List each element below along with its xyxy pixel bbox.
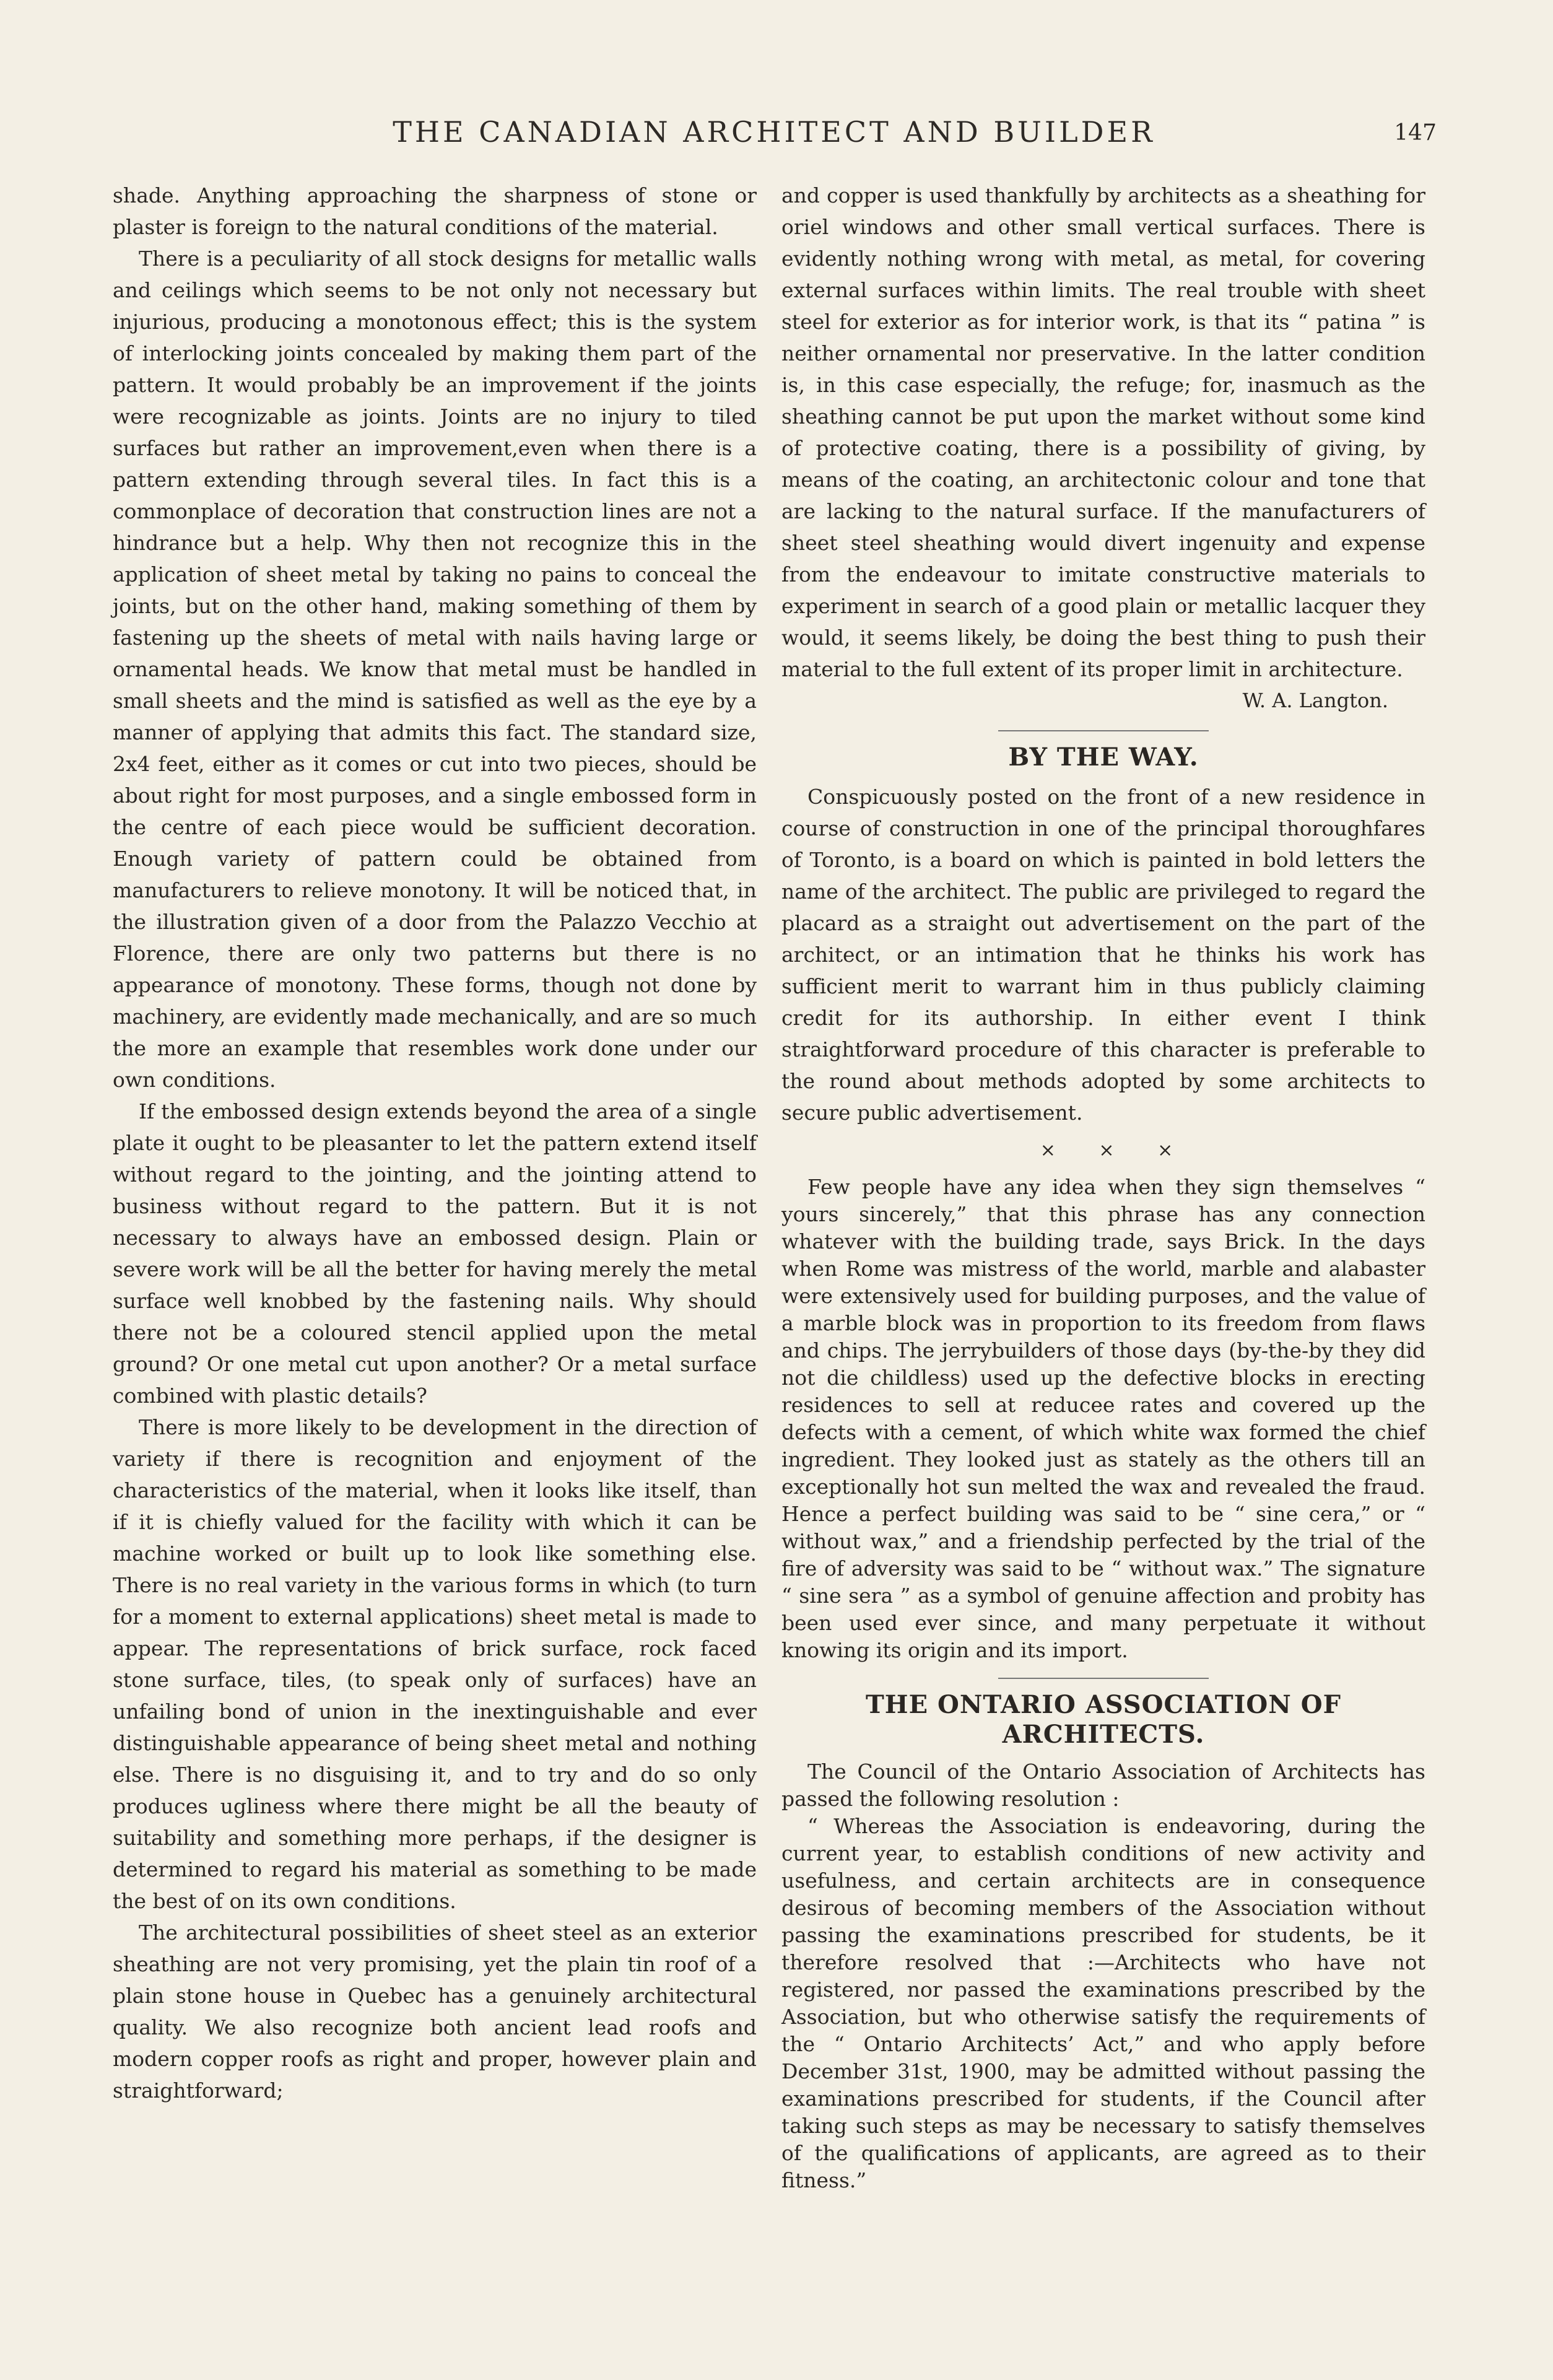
section-divider	[998, 730, 1209, 731]
article-continuation: and copper is used thankfully by architects as a sheathing for oriel windows and other small vertical surfaces. There is evidently nothing wrong with metal, as metal, for covering external surfaces within limits. The real trouble with sheet steel for exterior as for interior work, is that its “ patina ” is neither ornamental nor preservative. In the latter condition is, in this case especially, the refuge; for, inasmuch as the sheathing cannot be put upon the market without some kind of protective coating, there is a possibility of giving, by means of the coating, an architectonic colour and tone that are lacking to the natural surface. If the manufacturers of sheet steel sheathing would divert ingenuity and expense from the endeavour to imitate constructive materials to experiment in search of a good plain or metallic lacquer they would, it seems likely, be doing the best thing to push their material to the full extent of its proper limit in architecture.	[781, 183, 1425, 681]
page-number: 147	[1394, 120, 1437, 146]
author-signature: W. A. Langton.	[1242, 689, 1388, 712]
section-divider	[998, 1678, 1209, 1679]
running-title: THE CANADIAN ARCHITECT AND BUILDER	[393, 115, 1155, 149]
article-paragraph: There is a peculiarity of all stock designs for metallic walls and ceilings which seems to be not only not necessary but injurious, producing a monotonous effect; this is the system of interlocking joints concealed by making them part of the pattern. It would probably be an improvement if the joints were recognizable as joints. Joints are no injury to tiled surfaces but rather an improvement,even when there is a pattern extending through several tiles. In fact this is a commonplace of decoration that construction lines are not a hindrance but a help. Why then not recognize this in the application of sheet metal by taking no pains to conceal the joints, but on the other hand, making something of them by fastening up the sheets of metal with nails having large or ornamental heads. We know that metal must be handled in small sheets and the mind is satisfied as well as the eye by a manner of applying that admits this fact. The standard size, 2x4 feet, either as it comes or cut into two pieces, should be about right for most purposes, and a single embossed form in the centre of each piece would be sufficient decoration. Enough variety of pattern could be obtained from manufacturers to relieve monotony. It will be noticed that, in the illustration given of a door from the Palazzo Vecchio at Florence, there are only two patterns but there is no appearance of monotony. These forms, though not done by machinery, are evidently made mechanically, and are so much the more an example that resembles work done under our own conditions.	[113, 246, 757, 1092]
by-the-way-heading: BY THE WAY.	[1008, 743, 1199, 772]
right-column	[781, 180, 1425, 2194]
article-paragraph: If the embossed design extends beyond the area of a single plate it ought to be pleasanter to let the pattern extend itself without regard to the jointing, and the jointing attend to business without regard to the pattern. But it is not necessary to always have an embossed design. Plain or severe work will be all the better for having merely the metal surface well knobbed by the fastening nails. Why should there not be a coloured stencil applied upon the metal ground? Or one metal cut upon another? Or a metal surface combined with plastic details?	[113, 1099, 757, 1408]
oaa-heading: THE ONTARIO ASSOCIATION OF ARCHITECTS.	[866, 1690, 1341, 1749]
oaa-resolution: “ Whereas the Association is endeavoring, during the current year, to establish conditions of new activity and usefulness, and certain architects are in consequence desirous of becoming members of the Association without passing the examinations prescribed for students, be it therefore resolved that :—Architects who have not registered, nor passed the examinations prescribed by the Association, but who otherwise satisfy the requirements of the “ Ontario Architects’ Act,” and who apply before December 31st, 1900, may be admitted without passing the examinations prescribed for students, if the Council after taking such steps as may be necessary to satisfy themselves of the qualifications of applicants, are agreed as to their fitness.”	[781, 1814, 1425, 2192]
article-paragraph: The architectural possibilities of sheet steel as an exterior sheathing are not very promising, yet the plain tin roof of a plain stone house in Quebec has a genuinely architectural quality. We also recognize both ancient lead roofs and modern copper roofs as right and proper, however plain and straightforward;	[113, 1920, 757, 2103]
page-header	[111, 115, 1437, 165]
item-separator: × × ×	[1040, 1140, 1192, 1161]
article-paragraph: There is more likely to be development in the direction of variety if there is recognition and enjoyment of the characteristics of the material, when it looks like itself, than if it is chiefly valued for the facility with which it can be machine worked or built up to look like something else. There is no real variety in the various forms in which (to turn for a moment to external applications) sheet metal is made to appear. The representations of brick surface, rock faced stone surface, tiles, (to speak only of surfaces) have an unfailing bond of union in the inextinguishable and ever distinguishable appearance of being sheet metal and nothing else. There is no disguising it, and to try and do so only produces ugliness where there might be all the beauty of suitability and something more perhaps, if the designer is determined to regard his material as something to be made the best of on its own conditions.	[113, 1415, 757, 1913]
by-the-way-paragraph: Conspicuously posted on the front of a new residence in course of construction in one of the principal thoroughfares of Toronto, is a board on which is painted in bold letters the name of the architect. The public are privileged to regard the placard as a straight out advertisement on the part of the architect, or an intimation that he thinks his work has sufficient merit to warrant him in thus publicly claiming credit for its authorship. In either event I think straightforward procedure of this character is preferable to the round about methods adopted by some architects to secure public advertisement.	[781, 785, 1425, 1125]
by-the-way-paragraph: Few people have any idea when they sign themselves “ yours sincerely,” that this phrase has any connection whatever with the building trade, says Brick. In the days when Rome was mistress of the world, marble and alabaster were extensively used for building purposes, and the value of a marble block was in proportion to its freedom from flaws and chips. The jerrybuilders of those days (by-the-by they did not die childless) used up the defective blocks in erecting residences to sell at reducee rates and covered up the defects with a cement, of which white wax formed the chief ingredient. They looked just as stately as the others till an exceptionally hot sun melted the wax and revealed the fraud. Hence a perfect building was said to be “ sine cera,” or “ without wax,” and a friendship perfected by the trial of the fire of adversity was said to be “ without wax.” The signature “ sine sera ” as a symbol of genuine affection and probity has been used ever since, and many perpetuate it without knowing its origin and its import.	[781, 1175, 1425, 1662]
article-paragraph: shade. Anything approaching the sharpness of stone or plaster is foreign to the natural conditions of the material.	[113, 183, 757, 239]
oaa-intro: The Council of the Ontario Association of Architects has passed the following resolution :	[781, 1759, 1425, 1811]
left-column	[113, 180, 757, 2106]
